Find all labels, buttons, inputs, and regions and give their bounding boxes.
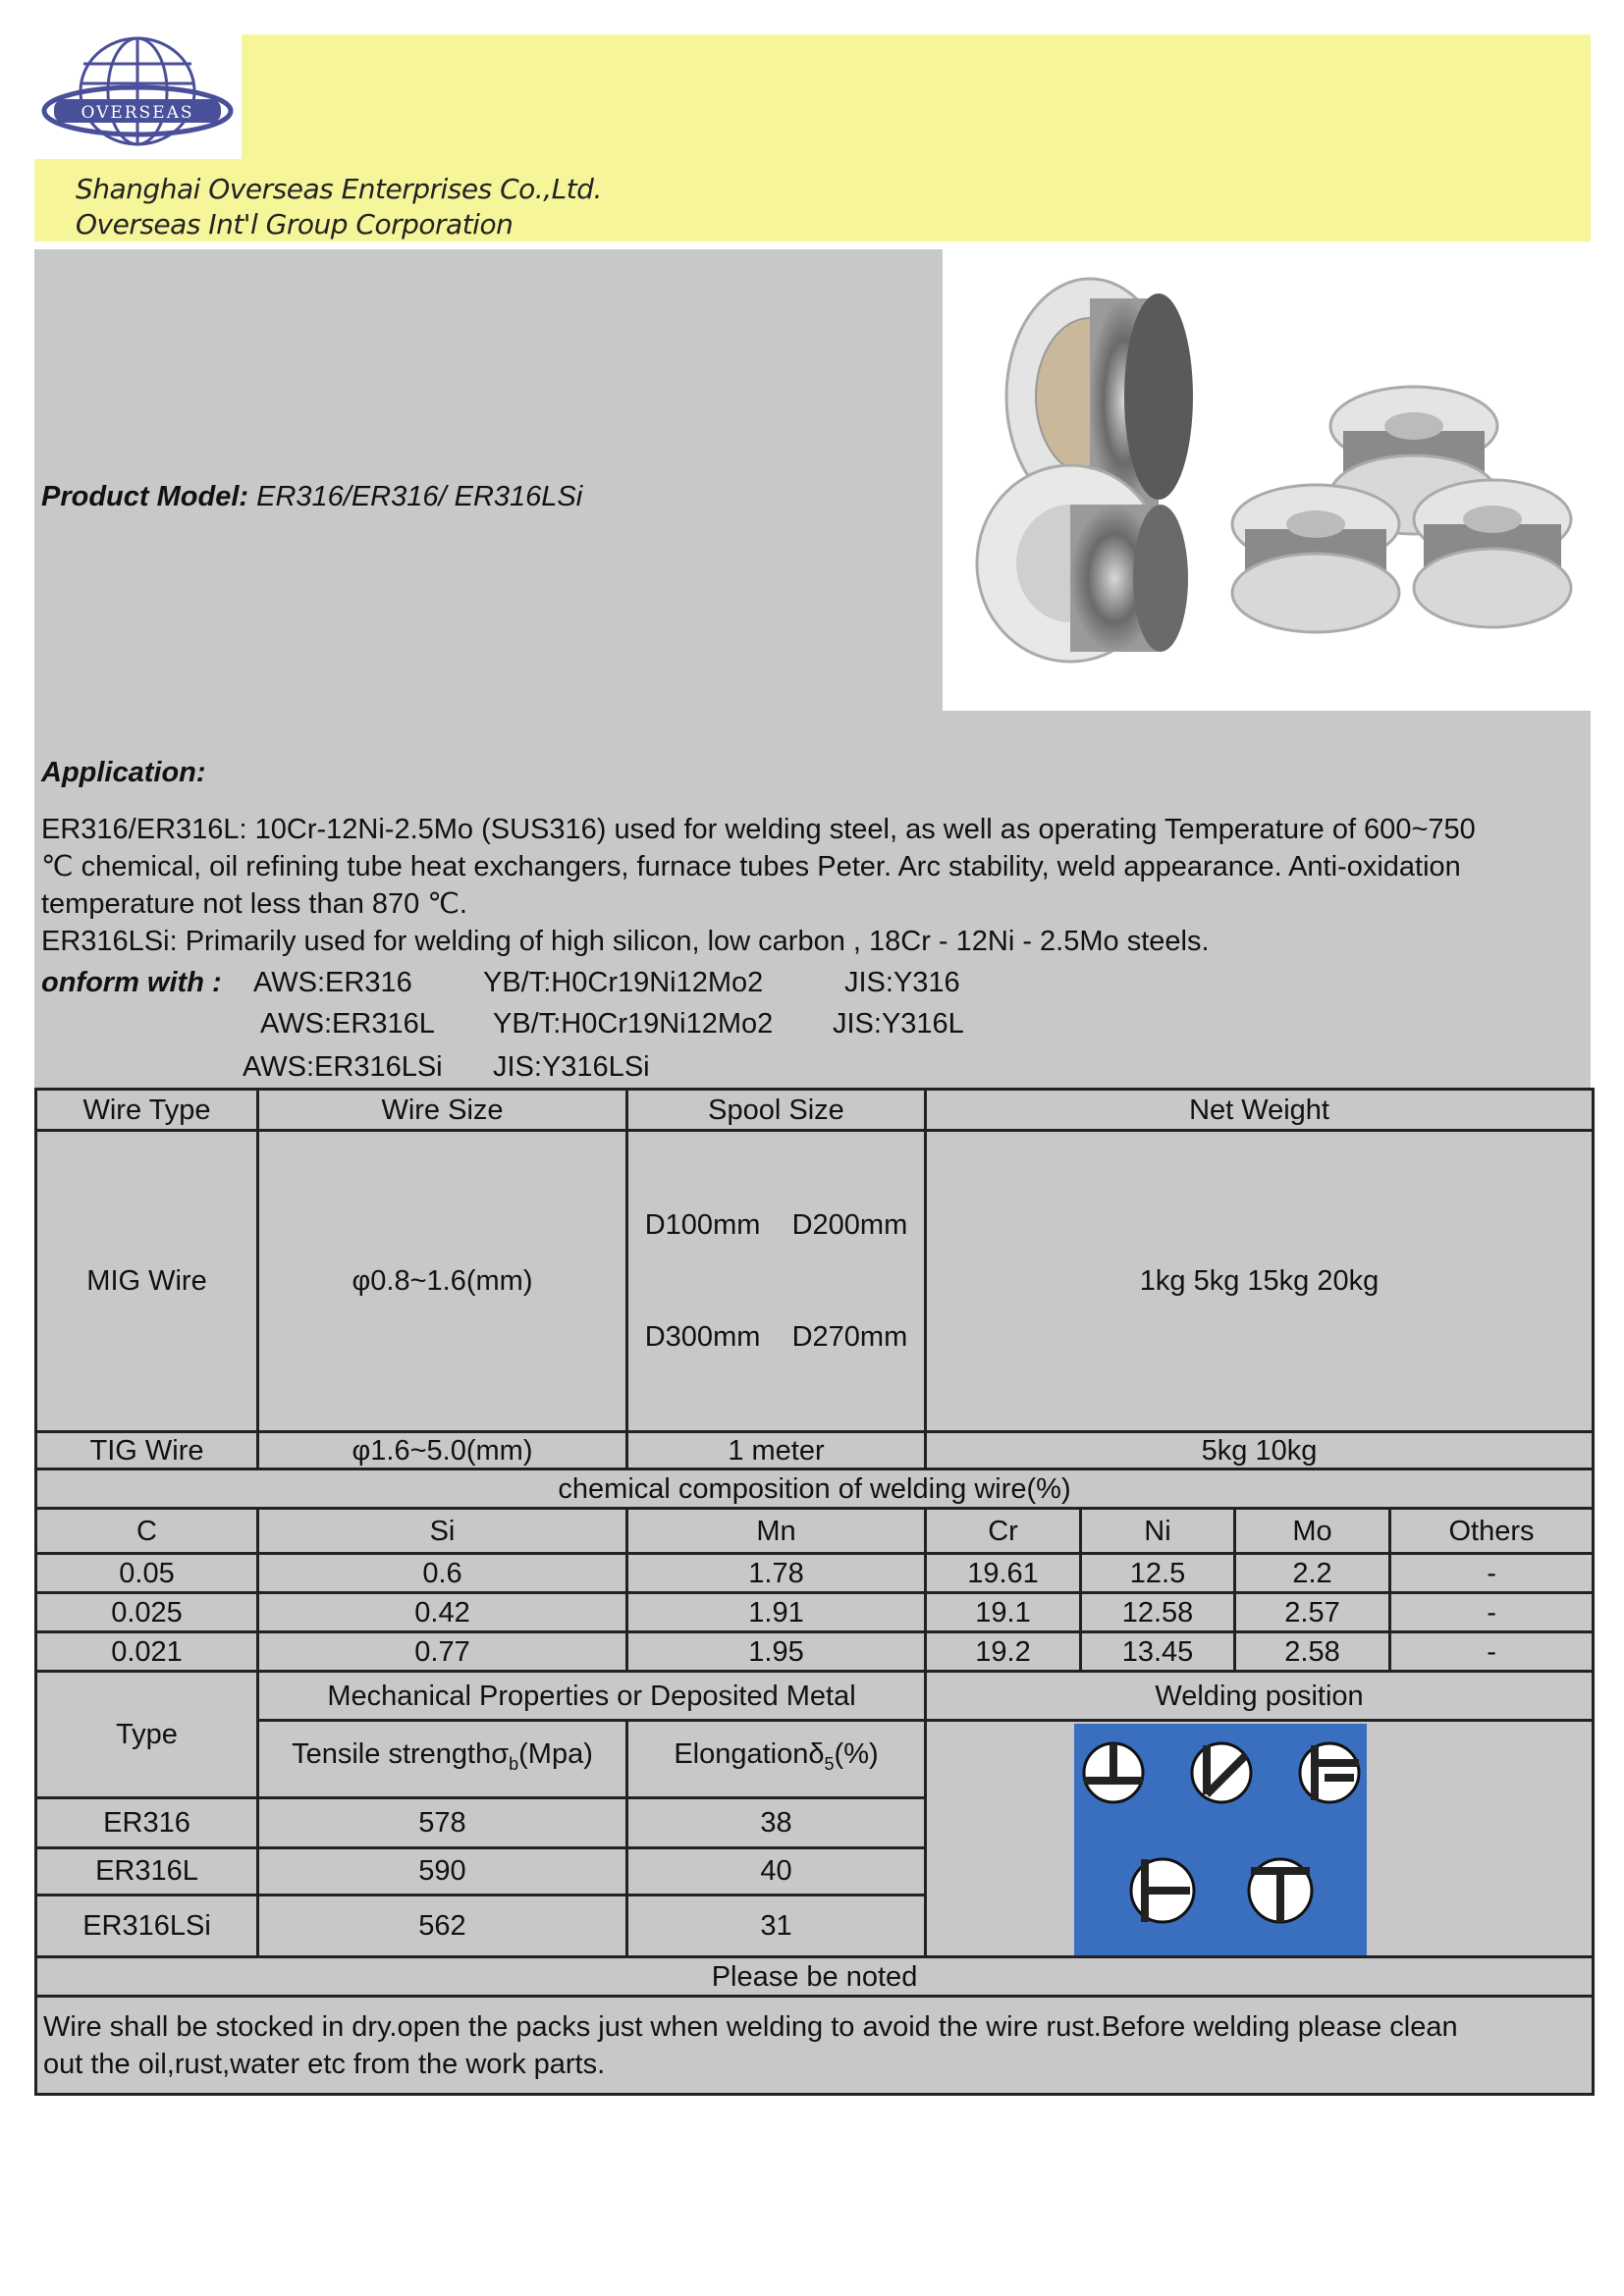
application-line: ER316LSi: Primarily used for welding of high silicon, low carbon , 18Cr - 12Ni - 2.5Mo steels.: [41, 926, 1210, 957]
chem-cell: 13.45: [1081, 1632, 1235, 1672]
mech-elongation: 38: [627, 1797, 926, 1847]
chem-cell: 0.42: [258, 1593, 627, 1632]
chem-cell: 1.95: [627, 1632, 926, 1672]
chem-cell: 1.91: [627, 1593, 926, 1632]
table-row: [36, 1997, 1594, 2095]
chem-cell: 1.78: [627, 1554, 926, 1593]
mig-spool-line: D300mm D270mm: [644, 1321, 908, 1353]
table-row: [36, 1593, 1594, 1632]
mech-tensile: 578: [258, 1797, 627, 1847]
table-row: [36, 1131, 1594, 1432]
chem-cell: -: [1390, 1593, 1594, 1632]
chem-cell: 2.57: [1235, 1593, 1390, 1632]
spec-table: [34, 1088, 1595, 2096]
application-line: ℃ chemical, oil refining tube heat exchangers, furnace tubes Peter. Arc stability, weld appearance. Anti-oxidation: [41, 851, 1461, 882]
conform-aws: AWS:ER316: [253, 967, 412, 998]
mig-spool-line: D100mm D200mm: [644, 1209, 908, 1241]
chem-header: Si: [258, 1509, 627, 1554]
overseas-logo: [34, 34, 242, 159]
mech-type: ER316LSi: [36, 1896, 258, 1957]
product-model: Product Model: ER316/ER316/ ER316LSi: [41, 481, 583, 512]
chem-cell: 0.05: [36, 1554, 258, 1593]
chem-cell: 2.2: [1235, 1554, 1390, 1593]
header-band-lower: [34, 159, 1591, 241]
mech-type-header: Type: [36, 1672, 258, 1798]
conform-aws: AWS:ER316LSi: [243, 1051, 443, 1083]
mech-elongation: 40: [627, 1847, 926, 1896]
chem-cell: 0.025: [36, 1593, 258, 1632]
chem-cell: 2.58: [1235, 1632, 1390, 1672]
mech-type: ER316: [36, 1797, 258, 1847]
chem-header: Ni: [1081, 1509, 1235, 1554]
svg-text:OVERSEAS: OVERSEAS: [81, 103, 194, 123]
chem-cell: 0.021: [36, 1632, 258, 1672]
conform-label: onform with :: [41, 967, 222, 998]
table-row: [36, 1957, 1594, 1997]
mech-title: Mechanical Properties or Deposited Metal: [258, 1672, 926, 1721]
conform-jis: JIS:Y316LSi: [493, 1051, 650, 1083]
table-row: [36, 1469, 1594, 1509]
chem-cell: 19.2: [926, 1632, 1081, 1672]
chem-header: Mo: [1235, 1509, 1390, 1554]
mig-size: φ0.8~1.6(mm): [258, 1131, 627, 1432]
chem-cell: 19.1: [926, 1593, 1081, 1632]
mech-type: ER316L: [36, 1847, 258, 1896]
mig-spool: [627, 1131, 926, 1432]
mig-type: MIG Wire: [36, 1131, 258, 1432]
mech-elongation: 31: [627, 1896, 926, 1957]
table-row: [36, 1432, 1594, 1469]
wire-spools-photo: [943, 249, 1591, 711]
notes-line: Wire shall be stocked in dry.open the packs just when welding to avoid the wire rust.Before welding please clean: [43, 2010, 1458, 2043]
conform-jis: JIS:Y316L: [833, 1008, 964, 1040]
chemical-title: chemical composition of welding wire(%): [36, 1469, 1594, 1509]
chem-cell: 19.61: [926, 1554, 1081, 1593]
company-name: Shanghai Overseas Enterprises Co.,Ltd.: [76, 173, 602, 205]
tig-type: TIG Wire: [36, 1432, 258, 1469]
chem-header: C: [36, 1509, 258, 1554]
table-row: [36, 1554, 1594, 1593]
chem-cell: 12.5: [1081, 1554, 1235, 1593]
tig-size: φ1.6~5.0(mm): [258, 1432, 627, 1469]
header-wire-type: Wire Type: [36, 1090, 258, 1131]
conform-yb: YB/T:H0Cr19Ni12Mo2: [493, 1008, 774, 1040]
company-group: Overseas Int'l Group Corporation: [76, 208, 514, 240]
welding-position-title: Welding position: [926, 1672, 1594, 1721]
application-line: ER316/ER316L: 10Cr-12Ni-2.5Mo (SUS316) used for welding steel, as well as operating Temperature of 600~750: [41, 814, 1476, 845]
application-line: temperature not less than 870 ℃.: [41, 888, 467, 920]
header-spool-size: Spool Size: [627, 1090, 926, 1131]
notes-title: Please be noted: [36, 1957, 1594, 1997]
mech-tensile: 562: [258, 1896, 627, 1957]
conform-yb: YB/T:H0Cr19Ni12Mo2: [483, 967, 764, 998]
conform-jis: JIS:Y316: [844, 967, 960, 998]
table-row: [36, 1721, 1594, 1798]
table-row: [36, 1090, 1594, 1131]
header-net-weight: Net Weight: [926, 1090, 1594, 1131]
tig-weight: 5kg 10kg: [926, 1432, 1594, 1469]
chem-header: Others: [1390, 1509, 1594, 1554]
notes-line: out the oil,rust,water etc from the work parts.: [43, 2048, 606, 2080]
tensile-header: Tensile strengthσ$_b$(Mpa): [258, 1721, 627, 1798]
chem-cell: -: [1390, 1632, 1594, 1672]
chem-cell: 0.6: [258, 1554, 627, 1593]
tig-spool: 1 meter: [627, 1432, 926, 1469]
mech-tensile: 590: [258, 1847, 627, 1896]
table-row: [36, 1509, 1594, 1554]
chem-header: Cr: [926, 1509, 1081, 1554]
table-row: [36, 1672, 1594, 1721]
chem-cell: -: [1390, 1554, 1594, 1593]
table-row: [36, 1632, 1594, 1672]
mig-weight: 1kg 5kg 15kg 20kg: [926, 1131, 1594, 1432]
chem-header: Mn: [627, 1509, 926, 1554]
welding-positions-icon: [1074, 1724, 1367, 1955]
chem-cell: 0.77: [258, 1632, 627, 1672]
product-panel: [34, 249, 943, 711]
elongation-header: Elongationδ$_5$(%): [627, 1721, 926, 1798]
chem-cell: 12.58: [1081, 1593, 1235, 1632]
notes-text: [36, 1997, 1594, 2095]
application-heading: Application:: [41, 757, 206, 788]
conform-aws: AWS:ER316L: [260, 1008, 435, 1040]
welding-position-cell: [926, 1721, 1594, 1957]
header-wire-size: Wire Size: [258, 1090, 627, 1131]
